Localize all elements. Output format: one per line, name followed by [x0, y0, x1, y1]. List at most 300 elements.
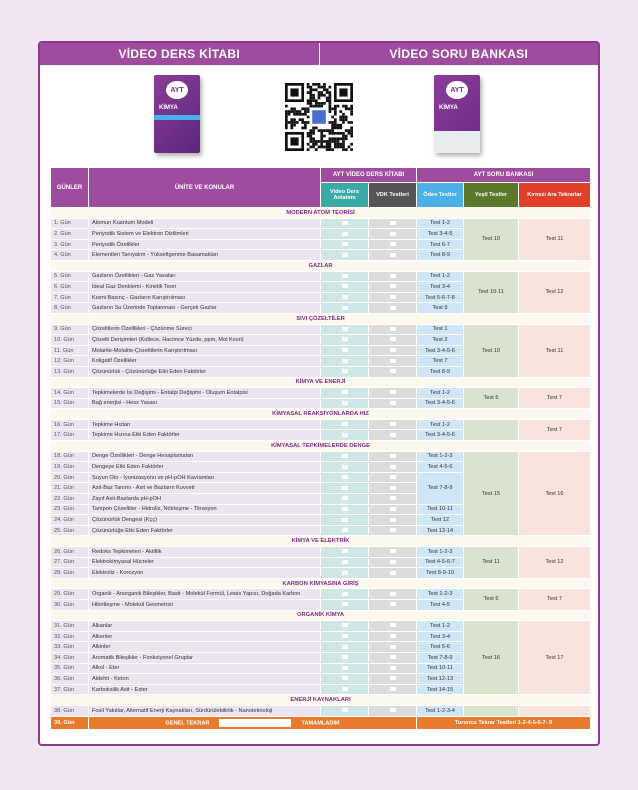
qr-module [345, 107, 348, 110]
video-checkbox-cell[interactable] [321, 451, 369, 462]
vdk-checkbox[interactable] [390, 348, 396, 352]
qr-module [318, 83, 321, 86]
qr-module [296, 113, 299, 116]
topic-label: Karboksilik Asit - Ester [89, 684, 321, 695]
video-checkbox[interactable] [342, 221, 348, 225]
topic-label: Aldehit - Keton [89, 674, 321, 685]
video-checkbox[interactable] [342, 369, 348, 373]
qr-module [304, 107, 307, 110]
qr-module [299, 118, 302, 121]
day-label: 7. Gün [51, 292, 89, 303]
video-checkbox[interactable] [342, 359, 348, 363]
qr-module [285, 124, 288, 127]
video-checkbox-cell[interactable] [321, 621, 369, 632]
video-checkbox[interactable] [342, 571, 348, 575]
vdk-checkbox-cell[interactable] [369, 589, 417, 600]
qr-module [309, 88, 312, 91]
qr-module [315, 99, 318, 102]
vdk-checkbox[interactable] [390, 518, 396, 522]
qr-module [315, 148, 318, 151]
qr-module [337, 137, 340, 140]
qr-module [293, 121, 296, 124]
qr-module [334, 124, 337, 127]
qr-module [320, 102, 323, 105]
video-checkbox-cell[interactable] [321, 345, 369, 356]
vdk-checkbox[interactable] [390, 676, 396, 680]
vdk-checkbox[interactable] [390, 327, 396, 331]
video-checkbox[interactable] [342, 528, 348, 532]
qr-module [320, 94, 323, 97]
day-label: 27. Gün [51, 557, 89, 568]
qr-module [339, 146, 342, 149]
vdk-checkbox[interactable] [390, 549, 396, 553]
video-checkbox-cell[interactable] [321, 631, 369, 642]
video-checkbox-cell[interactable] [321, 547, 369, 558]
vdk-checkbox-cell[interactable] [369, 356, 417, 367]
vdk-checkbox[interactable] [390, 708, 396, 712]
video-checkbox-cell[interactable] [321, 494, 369, 505]
qr-module [312, 99, 315, 102]
video-checkbox-cell[interactable] [321, 515, 369, 526]
video-checkbox[interactable] [342, 274, 348, 278]
qr-module [350, 143, 353, 146]
vdk-checkbox-cell[interactable] [369, 218, 417, 229]
vdk-checkbox[interactable] [390, 592, 396, 596]
yesil-test: Test 10 [464, 218, 519, 260]
video-checkbox[interactable] [342, 401, 348, 405]
section-title: KİMYA VE ELEKTRİK [51, 536, 591, 547]
yesil-test: Test 6 [464, 388, 519, 409]
qr-module [329, 99, 332, 102]
video-checkbox[interactable] [342, 518, 348, 522]
vdk-checkbox[interactable] [390, 560, 396, 564]
video-checkbox[interactable] [342, 687, 348, 691]
vdk-checkbox-cell[interactable] [369, 430, 417, 441]
qr-module [307, 110, 310, 113]
qr-module [318, 86, 321, 89]
qr-module [320, 91, 323, 94]
video-checkbox[interactable] [342, 306, 348, 310]
day-label: 18. Gün [51, 451, 89, 462]
header-odev: Ödev Testler [417, 183, 464, 208]
video-checkbox-cell[interactable] [321, 663, 369, 674]
topic-label: Fosil Yakıtlar, Alternatif Enerji Kaynakları, Sürdürülebilirlik - Nanoteknoloji [89, 705, 321, 716]
qr-module [350, 148, 353, 151]
video-checkbox-cell[interactable] [321, 292, 369, 303]
topic-label: Çözelti Derişimleri (Kütlece, Hacimce Yüzde, ppm, Mol Kesri) [89, 335, 321, 346]
video-checkbox[interactable] [342, 348, 348, 352]
vdk-checkbox[interactable] [390, 507, 396, 511]
qr-module [329, 105, 332, 108]
vdk-checkbox[interactable] [390, 602, 396, 606]
qr-module [318, 97, 321, 100]
vdk-checkbox[interactable] [390, 655, 396, 659]
vdk-checkbox-cell[interactable] [369, 345, 417, 356]
video-checkbox-cell[interactable] [321, 705, 369, 716]
qr-module [350, 105, 353, 108]
vdk-checkbox[interactable] [390, 486, 396, 490]
qr-code[interactable] [285, 83, 353, 151]
video-checkbox-cell[interactable] [321, 684, 369, 695]
vdk-checkbox[interactable] [390, 475, 396, 479]
vdk-checkbox[interactable] [390, 295, 396, 299]
video-checkbox[interactable] [342, 465, 348, 469]
title-bar [40, 43, 598, 65]
vdk-checkbox[interactable] [390, 645, 396, 649]
odev-test: Test 3-4-5 [417, 229, 464, 240]
video-checkbox[interactable] [342, 496, 348, 500]
video-ders-kitabi-title: VİDEO DERS KİTABI [40, 43, 320, 65]
qr-module [339, 127, 342, 130]
video-checkbox-cell[interactable] [321, 483, 369, 494]
genel-tekrar-input[interactable] [219, 719, 291, 727]
qr-module [315, 127, 318, 130]
video-checkbox[interactable] [342, 645, 348, 649]
books-area [40, 65, 598, 166]
vdk-checkbox[interactable] [390, 401, 396, 405]
header-kirmizi: Kırmızı Ara Tekrarlar [519, 183, 591, 208]
qr-module [304, 127, 307, 130]
yesil-test: Test 11 [464, 547, 519, 579]
qr-module [329, 129, 332, 132]
vdk-checkbox-cell[interactable] [369, 684, 417, 695]
qr-module [285, 118, 288, 121]
qr-module [285, 110, 288, 113]
vdk-checkbox-cell[interactable] [369, 557, 417, 568]
video-checkbox-cell[interactable] [321, 324, 369, 335]
qr-module [320, 105, 323, 108]
qr-module [350, 127, 353, 130]
qr-module [301, 118, 304, 121]
video-checkbox[interactable] [342, 433, 348, 437]
video-checkbox[interactable] [342, 666, 348, 670]
qr-module [334, 132, 337, 135]
vdk-checkbox[interactable] [390, 274, 396, 278]
video-checkbox[interactable] [342, 592, 348, 596]
vdk-checkbox[interactable] [390, 465, 396, 469]
vdk-checkbox-cell[interactable] [369, 652, 417, 663]
video-checkbox-cell[interactable] [321, 303, 369, 314]
qr-module [290, 124, 293, 127]
odev-test: Test 6-7 [417, 239, 464, 250]
qr-module [307, 121, 310, 124]
video-checkbox-cell[interactable] [321, 282, 369, 293]
odev-test: Test 1-2 [417, 419, 464, 430]
vdk-checkbox-cell[interactable] [369, 642, 417, 653]
table-row [51, 705, 591, 716]
qr-module [318, 91, 321, 94]
video-checkbox-cell[interactable] [321, 472, 369, 483]
day-label: 6. Gün [51, 282, 89, 293]
vdk-checkbox-cell[interactable] [369, 663, 417, 674]
vdk-checkbox-cell[interactable] [369, 292, 417, 303]
day-label: 1. Gün [51, 218, 89, 229]
video-checkbox-cell[interactable] [321, 229, 369, 240]
day-label: 37. Gün [51, 684, 89, 695]
qr-module [312, 137, 315, 140]
topic-label: Alkenler [89, 631, 321, 642]
vdk-checkbox[interactable] [390, 242, 396, 246]
vdk-checkbox[interactable] [390, 306, 396, 310]
day-label: 26. Gün [51, 547, 89, 558]
vdk-checkbox-cell[interactable] [369, 631, 417, 642]
vdk-checkbox[interactable] [390, 634, 396, 638]
video-checkbox[interactable] [342, 422, 348, 426]
odev-test: Test 13-14 [417, 525, 464, 536]
video-checkbox-cell[interactable] [321, 388, 369, 399]
video-checkbox-cell[interactable] [321, 356, 369, 367]
video-checkbox[interactable] [342, 284, 348, 288]
odev-test: Test 3-4-5-6 [417, 398, 464, 409]
video-checkbox-cell[interactable] [321, 335, 369, 346]
vdk-checkbox-cell[interactable] [369, 705, 417, 716]
qr-module [342, 140, 345, 143]
topic-label: İdeal Gaz Denklemi - Kinetik Teori [89, 282, 321, 293]
vdk-checkbox-cell[interactable] [369, 419, 417, 430]
qr-module [285, 127, 288, 130]
vdk-checkbox[interactable] [390, 454, 396, 458]
vdk-checkbox-cell[interactable] [369, 599, 417, 610]
qr-module [309, 135, 312, 138]
vdk-checkbox-cell[interactable] [369, 239, 417, 250]
topic-label: Aromatik Bileşikler - Fonksiyonel Gruplar [89, 652, 321, 663]
qr-module [342, 121, 345, 124]
video-soru-bankasi-cover [434, 75, 480, 153]
video-checkbox-cell[interactable] [321, 218, 369, 229]
vdk-checkbox[interactable] [390, 390, 396, 394]
qr-module [315, 102, 318, 105]
video-checkbox-cell[interactable] [321, 462, 369, 473]
video-ders-kitabi-cover [154, 75, 200, 153]
odev-test: Test 1 [417, 324, 464, 335]
vdk-checkbox[interactable] [390, 528, 396, 532]
vdk-checkbox[interactable] [390, 623, 396, 627]
vdk-checkbox-cell[interactable] [369, 388, 417, 399]
video-checkbox-cell[interactable] [321, 568, 369, 579]
qr-module [307, 99, 310, 102]
qr-module [334, 146, 337, 149]
vdk-checkbox-cell[interactable] [369, 515, 417, 526]
video-checkbox[interactable] [342, 623, 348, 627]
video-checkbox-cell[interactable] [321, 398, 369, 409]
qr-module [331, 116, 334, 119]
video-checkbox-cell[interactable] [321, 366, 369, 377]
qr-module [339, 116, 342, 119]
qr-finder [290, 88, 298, 96]
vdk-checkbox[interactable] [390, 253, 396, 257]
qr-module [334, 121, 337, 124]
section-title: KİMYASAL REAKSİYONLARDA HIZ [51, 409, 591, 420]
qr-module [304, 110, 307, 113]
video-checkbox-cell[interactable] [321, 525, 369, 536]
video-checkbox-cell[interactable] [321, 557, 369, 568]
vdk-checkbox[interactable] [390, 433, 396, 437]
video-checkbox[interactable] [342, 549, 348, 553]
video-checkbox[interactable] [342, 327, 348, 331]
day-label: 11. Gün [51, 345, 89, 356]
qr-module [339, 143, 342, 146]
day-label: 33. Gün [51, 642, 89, 653]
qr-module [312, 88, 315, 91]
vdk-checkbox-cell[interactable] [369, 568, 417, 579]
video-checkbox-cell[interactable] [321, 430, 369, 441]
vdk-checkbox-cell[interactable] [369, 303, 417, 314]
qr-finder [339, 88, 347, 96]
qr-module [329, 97, 332, 100]
odev-test: Test 3-4 [417, 631, 464, 642]
video-checkbox[interactable] [342, 708, 348, 712]
qr-module [342, 148, 345, 151]
video-checkbox-cell[interactable] [321, 419, 369, 430]
day-label: 14. Gün [51, 388, 89, 399]
day-label: 17. Gün [51, 430, 89, 441]
vdk-checkbox[interactable] [390, 359, 396, 363]
section-title: KİMYA VE ENERJİ [51, 377, 591, 388]
qr-module [342, 113, 345, 116]
qr-module [285, 116, 288, 119]
video-checkbox[interactable] [342, 602, 348, 606]
qr-module [331, 137, 334, 140]
vdk-checkbox[interactable] [390, 687, 396, 691]
video-checkbox[interactable] [342, 655, 348, 659]
video-checkbox[interactable] [342, 475, 348, 479]
vdk-checkbox-cell[interactable] [369, 462, 417, 473]
qr-module [337, 127, 340, 130]
qr-module [315, 105, 318, 108]
qr-module [342, 135, 345, 138]
vdk-checkbox[interactable] [390, 284, 396, 288]
vdk-checkbox[interactable] [390, 666, 396, 670]
section-title: ENERJİ KAYNAKLARI [51, 695, 591, 706]
video-checkbox[interactable] [342, 507, 348, 511]
section-title: KARBON KİMYASINA GİRİŞ [51, 578, 591, 589]
video-checkbox[interactable] [342, 486, 348, 490]
section-row [51, 536, 591, 547]
qr-module [309, 129, 312, 132]
qr-module [323, 102, 326, 105]
vdk-checkbox[interactable] [390, 221, 396, 225]
video-checkbox-cell[interactable] [321, 271, 369, 282]
video-checkbox-cell[interactable] [321, 239, 369, 250]
kirmizi-test: Test 16 [519, 451, 591, 536]
video-checkbox[interactable] [342, 634, 348, 638]
topic-label: Alkinler [89, 642, 321, 653]
topic-label: Molarite-Molalite-Çözeltilerin Karıştırılması [89, 345, 321, 356]
video-checkbox-cell[interactable] [321, 642, 369, 653]
video-checkbox-cell[interactable] [321, 599, 369, 610]
footer-day: 39. Gün [51, 716, 89, 729]
qr-module [309, 97, 312, 100]
qr-module [307, 148, 310, 151]
vdk-checkbox-cell[interactable] [369, 472, 417, 483]
vdk-checkbox-cell[interactable] [369, 335, 417, 346]
vdk-checkbox-cell[interactable] [369, 525, 417, 536]
vdk-checkbox-cell[interactable] [369, 547, 417, 558]
qr-module [296, 110, 299, 113]
qr-module [290, 121, 293, 124]
video-checkbox[interactable] [342, 390, 348, 394]
qr-module [326, 143, 329, 146]
day-label: 32. Gün [51, 631, 89, 642]
video-checkbox-cell[interactable] [321, 674, 369, 685]
vdk-checkbox-cell[interactable] [369, 250, 417, 261]
qr-module [309, 105, 312, 108]
vdk-checkbox-cell[interactable] [369, 271, 417, 282]
qr-module [309, 146, 312, 149]
qr-module [329, 121, 332, 124]
day-label: 5. Gün [51, 271, 89, 282]
vdk-checkbox-cell[interactable] [369, 324, 417, 335]
vdk-checkbox-cell[interactable] [369, 483, 417, 494]
qr-module [299, 110, 302, 113]
qr-module [301, 127, 304, 130]
vdk-checkbox[interactable] [390, 232, 396, 236]
topic-label: Elektrokimyasal Hücreler [89, 557, 321, 568]
odev-test: Test 1-2 [417, 388, 464, 399]
video-checkbox[interactable] [342, 242, 348, 246]
section-title: KİMYASAL TEPKİMELERDE DENGE [51, 441, 591, 452]
topic-label: Periyodik Sistem ve Elektron Dizilimleri [89, 229, 321, 240]
day-label: 36. Gün [51, 674, 89, 685]
qr-module [307, 107, 310, 110]
video-checkbox[interactable] [342, 295, 348, 299]
vdk-checkbox-cell[interactable] [369, 621, 417, 632]
qr-module [301, 113, 304, 116]
vdk-checkbox-cell[interactable] [369, 494, 417, 505]
odev-test: Test 4-5 [417, 599, 464, 610]
video-checkbox-cell[interactable] [321, 652, 369, 663]
qr-module [304, 113, 307, 116]
qr-module [326, 97, 329, 100]
vdk-checkbox[interactable] [390, 422, 396, 426]
qr-module [290, 110, 293, 113]
kirmizi-test: Test 7 [519, 419, 591, 440]
qr-module [326, 88, 329, 91]
vdk-checkbox-cell[interactable] [369, 451, 417, 462]
vdk-checkbox[interactable] [390, 369, 396, 373]
video-checkbox[interactable] [342, 560, 348, 564]
qr-module [337, 105, 340, 108]
video-checkbox[interactable] [342, 253, 348, 257]
table-row [51, 451, 591, 462]
video-checkbox-cell[interactable] [321, 589, 369, 600]
video-checkbox[interactable] [342, 676, 348, 680]
vdk-checkbox[interactable] [390, 337, 396, 341]
z-logo-icon [312, 110, 326, 124]
vdk-checkbox-cell[interactable] [369, 229, 417, 240]
yesil-test [464, 419, 519, 440]
video-checkbox-cell[interactable] [321, 250, 369, 261]
qr-module [337, 140, 340, 143]
vdk-checkbox[interactable] [390, 496, 396, 500]
qr-module [345, 129, 348, 132]
qr-module [350, 121, 353, 124]
video-checkbox[interactable] [342, 232, 348, 236]
video-checkbox[interactable] [342, 454, 348, 458]
vdk-checkbox-cell[interactable] [369, 504, 417, 515]
video-checkbox-cell[interactable] [321, 504, 369, 515]
video-checkbox[interactable] [342, 337, 348, 341]
vdk-checkbox-cell[interactable] [369, 282, 417, 293]
qr-module [296, 121, 299, 124]
topic-label: Koligatif Özellikler [89, 356, 321, 367]
vdk-checkbox-cell[interactable] [369, 366, 417, 377]
vdk-checkbox[interactable] [390, 571, 396, 575]
qr-module [312, 105, 315, 108]
vdk-checkbox-cell[interactable] [369, 674, 417, 685]
odev-test: Test 3-4 [417, 282, 464, 293]
vdk-checkbox-cell[interactable] [369, 398, 417, 409]
